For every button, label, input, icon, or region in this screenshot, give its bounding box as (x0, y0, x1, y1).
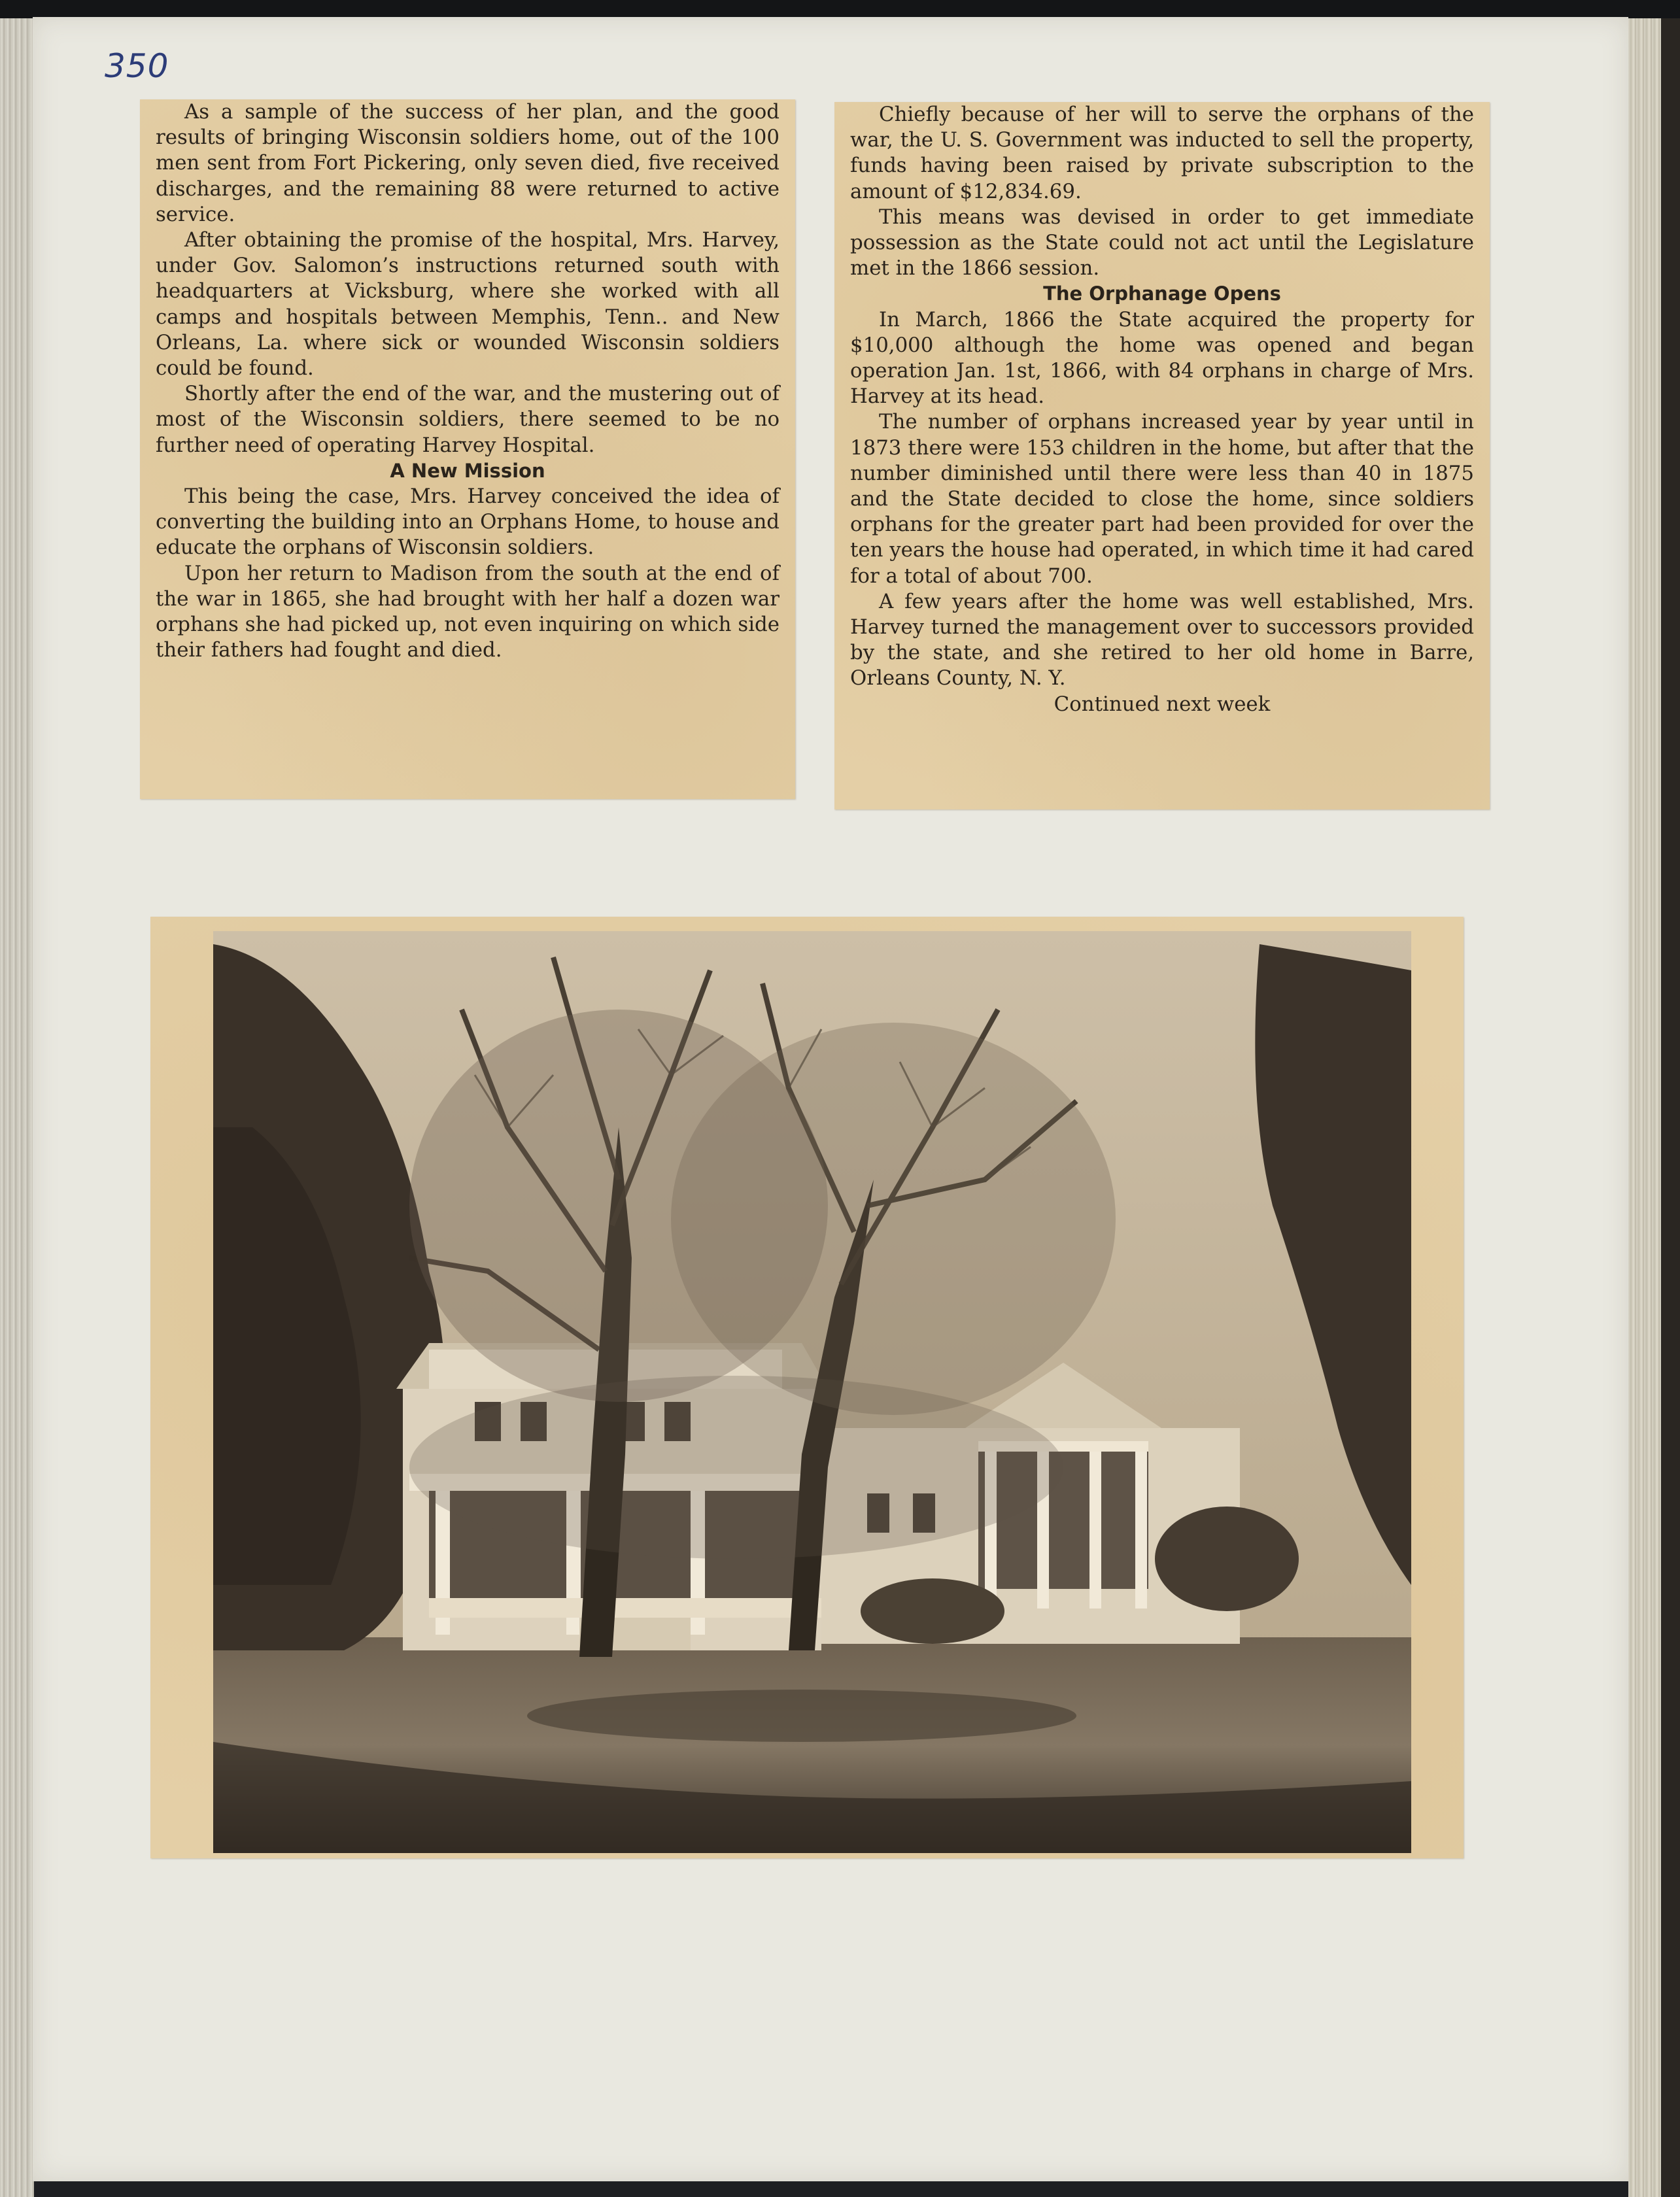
paragraph: Shortly after the end of the war, and the mustering out of most of the Wisconsin soldiers, there seemed to be no further need of operating Harvey Hospital. (156, 382, 780, 457)
paragraph: The number of orphans increased year by year until in 1873 there were 153 children in the home, but after that the number diminished until there were less than 40 in 1875 and the State decided to close the home, since soldiers orphans for the greater part had been provided for over the ten years the house had operated, in which time it had cared for a total of about 700. (850, 410, 1474, 588)
clipping-right-text (850, 102, 1474, 717)
paragraph: After obtaining the promise of the hospital, Mrs. Harvey, under Gov. Salomon’s instructions returned south with headquarters at Vicksburg, where she worked with all camps and hospitals between Memphis, Tenn.. and New Orleans, La. where sick or wounded Wisconsin soldiers could be found. (156, 228, 780, 381)
newspaper-clipping-right (834, 102, 1490, 809)
photograph-clipping (150, 917, 1464, 1858)
paragraph: This means was devised in order to get immediate possession as the State could not act until the Legislature met in the 1866 session. (850, 205, 1474, 281)
continued-note: Continued next week (1054, 692, 1271, 716)
paragraph: A few years after the home was well established, Mrs. Harvey turned the management over to successors provided by the state, and she retired to her old home in Barre, Orleans County, N. Y. (850, 589, 1474, 690)
section-heading-orphanage-opens: The Orphanage Opens (1043, 282, 1281, 305)
handwritten-page-number: 350 (105, 47, 169, 85)
orphans-home-photograph (213, 931, 1411, 1853)
paragraph: As a sample of the success of her plan, and the good results of bringing Wisconsin soldiers home, out of the 100 men sent from Fort Pickering, only seven died, five received discharges, and the remaining 88 were returned to active service. (156, 100, 780, 226)
paragraph: Upon her return to Madison from the south at the end of the war in 1865, she had brought with her half a dozen war orphans she had picked up, not even inquiring on which side their fathers had fought and died. (156, 561, 780, 662)
clipping-left-text (156, 99, 780, 663)
album-binding (0, 18, 34, 2197)
scan-top-border (0, 0, 1680, 18)
scan-right-border (1661, 18, 1680, 2197)
photo-illustration (213, 931, 1411, 1853)
section-heading-new-mission: A New Mission (390, 459, 545, 482)
paragraph: Chiefly because of her will to serve the orphans of the war, the U. S. Government was inducted to sell the property, funds having been raised by private subscription to the amount of $12,834.69. (850, 103, 1474, 203)
newspaper-clipping-left (140, 99, 795, 799)
paragraph: In March, 1866 the State acquired the property for $10,000 although the home was opened and began operation Jan. 1st, 1866, with 84 orphans in charge of Mrs. Harvey at its head. (850, 307, 1474, 409)
paragraph: This being the case, Mrs. Harvey conceived the idea of converting the building into an Orphans Home, to house and educate the orphans of Wisconsin soldiers. (156, 485, 780, 560)
